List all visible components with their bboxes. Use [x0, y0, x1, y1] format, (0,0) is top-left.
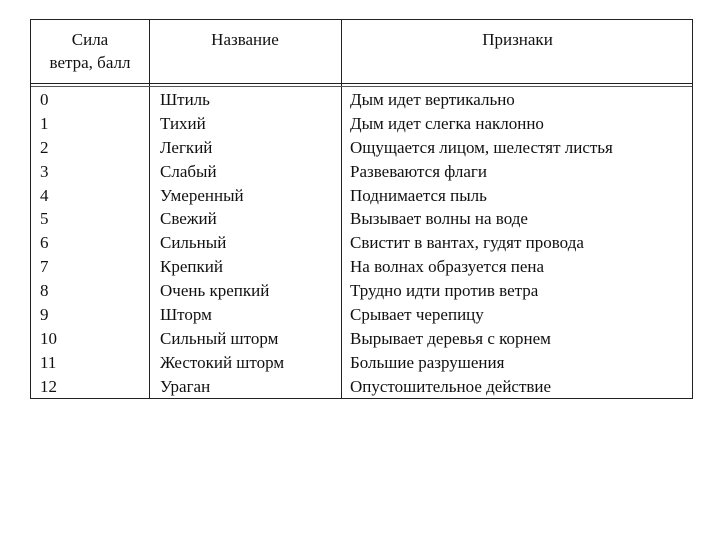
name-cell: Ураган — [160, 376, 211, 396]
signs-cell: Развеваются флаги — [350, 161, 487, 181]
table-row — [31, 279, 692, 303]
force-cell: 11 — [40, 352, 57, 372]
force-cell: 8 — [40, 281, 49, 301]
name-cell: Легкий — [160, 137, 213, 157]
header-force-line2: ветра, балл — [49, 53, 131, 72]
header-divider-double — [31, 86, 692, 87]
table-row — [31, 184, 692, 208]
header-signs: Признаки — [482, 30, 553, 49]
table-row — [31, 112, 692, 136]
name-cell: Жестокий шторм — [160, 352, 285, 372]
table-row — [31, 160, 692, 184]
name-cell: Тихий — [160, 113, 206, 133]
name-cell: Свежий — [160, 209, 217, 229]
force-cell: 12 — [40, 376, 57, 396]
force-cell: 5 — [40, 209, 49, 229]
signs-cell: Ощущается лицом, шелестят листья — [350, 137, 613, 157]
force-cell: 3 — [40, 161, 49, 181]
table-row — [31, 231, 692, 255]
table-row — [31, 88, 692, 112]
header-name: Название — [211, 30, 279, 49]
header-force — [31, 28, 149, 74]
signs-cell: Вырывает деревья с корнем — [350, 328, 551, 348]
table-row — [31, 303, 692, 327]
signs-cell: Срывает черепицу — [350, 305, 484, 325]
table-row — [31, 255, 692, 279]
signs-cell: Опустошительное действие — [350, 376, 552, 396]
table-row — [31, 327, 692, 351]
table-row — [31, 351, 692, 375]
name-cell: Слабый — [160, 161, 217, 181]
table-row — [31, 136, 692, 160]
force-cell: 10 — [40, 328, 57, 348]
force-cell: 2 — [40, 137, 49, 157]
wind-force-table — [30, 19, 693, 399]
force-cell: 4 — [40, 185, 49, 205]
name-cell: Крепкий — [160, 257, 223, 277]
signs-cell: Дым идет слегка наклонно — [350, 113, 544, 133]
name-cell: Штиль — [160, 90, 210, 109]
force-cell: 1 — [40, 113, 49, 133]
signs-cell: Дым идет вертикально — [350, 90, 515, 109]
signs-cell: Свистит в вантах, гудят провода — [350, 233, 584, 253]
signs-cell: Трудно идти против ветра — [350, 281, 539, 301]
force-cell: 9 — [40, 305, 49, 325]
signs-cell: Вызывает волны на воде — [350, 209, 528, 229]
name-cell: Сильный — [160, 233, 227, 253]
header-force-line1: Сила — [71, 30, 109, 49]
name-cell: Шторм — [160, 305, 212, 325]
signs-cell: На волнах образуется пена — [350, 257, 545, 277]
table-body — [31, 88, 692, 399]
header-divider — [31, 83, 692, 84]
force-cell: 0 — [40, 90, 49, 109]
signs-cell: Поднимается пыль — [350, 185, 487, 205]
name-cell: Сильный шторм — [160, 328, 279, 348]
table-row — [31, 375, 692, 399]
force-cell: 6 — [40, 233, 49, 253]
name-cell: Умеренный — [160, 185, 244, 205]
table-row — [31, 207, 692, 231]
signs-cell: Большие разрушения — [350, 352, 505, 372]
name-cell: Очень крепкий — [160, 281, 270, 301]
force-cell: 7 — [40, 257, 49, 277]
